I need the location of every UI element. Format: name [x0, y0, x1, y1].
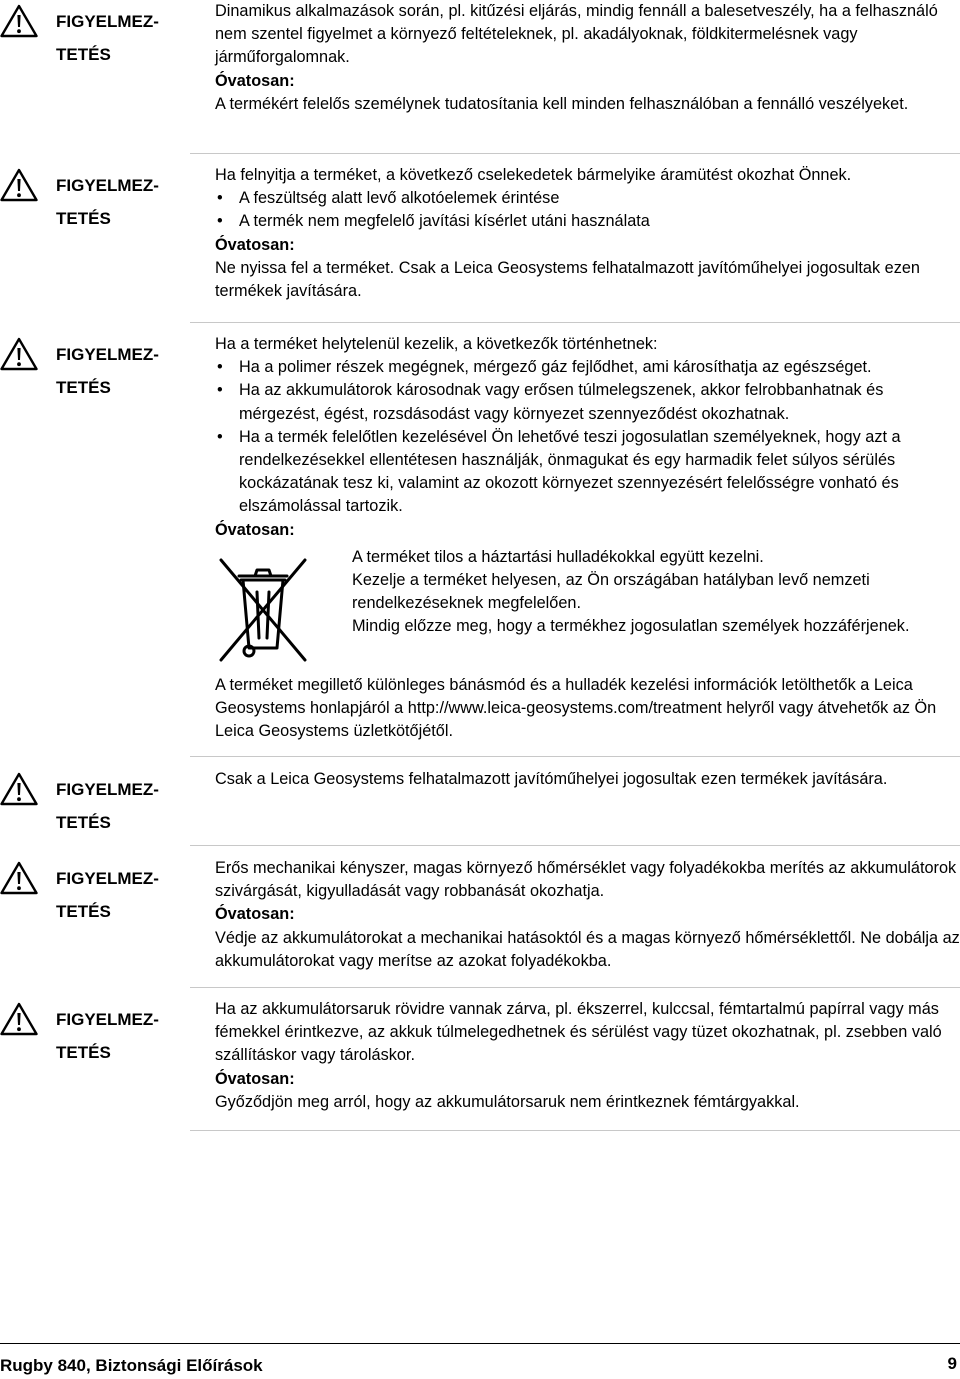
list-item: • A termék nem megfelelő javítási kísérlet utáni használata — [215, 210, 960, 233]
warning-triangle-icon — [0, 168, 38, 202]
warning-intro: Ha a terméket helytelenül kezelik, a következők történhetnek: — [215, 335, 658, 353]
caution-text: Ne nyissa fel a terméket. Csak a Leica Geosystems felhatalmazott javítóműhelyei jogosultak ezen termékek javítására. — [215, 258, 920, 301]
warning-triangle-icon — [0, 337, 38, 371]
bullet-list — [215, 187, 960, 233]
divider — [190, 987, 960, 988]
list-item: • Ha a polimer részek megégnek, mérgező gáz fejlődhet, ami károsíthatja az egészséget. — [215, 356, 960, 379]
warning-content — [215, 0, 960, 116]
divider — [190, 1130, 960, 1131]
footer-rule — [0, 1343, 960, 1344]
warning-triangle-icon — [0, 1002, 38, 1036]
caution-text: Győződjön meg arról, hogy az akkumulátorsaruk nem érintkeznek fémtárgyakkal. — [215, 1092, 800, 1111]
divider — [190, 756, 960, 757]
list-item: • Ha a termék felelőtlen kezelésével Ön lehetővé teszi jogosulatlan személyeknek, hogy azt a rendelkezésekkel ellentétesen használják, önmagukat és egy harmadik felet súlyos sérülés kockázatának tesz ki, valamint az okozott környezet szennyezésért felelősségre vonható és elszámolással tartozik. — [215, 426, 960, 519]
page-number: 9 — [947, 1354, 957, 1373]
caution-text: Védje az akkumulátorokat a mechanikai hatásoktól és a magas környező hőmérséklettől. Ne dobálja az akkumulátorokat vagy merítse az azokat folyadékokba. — [215, 928, 960, 970]
warning-content — [215, 164, 960, 303]
warning-triangle-icon — [0, 772, 38, 806]
caution-heading: Óvatosan: — [215, 520, 295, 539]
divider — [190, 153, 960, 154]
warning-text: Dinamikus alkalmazások során, pl. kitűzési eljárás, mindig fennáll a balesetveszély, ha a felhasználó nem szentel figyelmet a környező feltételeknek, pl. akadályoknak, földkitermelésnek vagy járműforgalomnak. — [215, 2, 938, 67]
caution-heading: Óvatosan: — [215, 235, 295, 254]
caution-heading: Óvatosan: — [215, 1069, 295, 1088]
disposal-text — [352, 546, 960, 639]
list-item: • Ha az akkumulátorok károsodnak vagy erősen túlmelegszenek, akkor felrobbanhatnak és mérgezést, égést, rozsdásodást vagy környezet szennyeződést okozhatnak. — [215, 379, 960, 425]
list-item: • A feszültség alatt levő alkotóelemek érintése — [215, 187, 960, 210]
warning-label: FIGYELMEZ- TETÉS — [56, 1010, 159, 1062]
divider — [190, 322, 960, 323]
disposal-line: Mindig előzze meg, hogy a termékhez jogosulatlan személyek hozzáférjenek. — [352, 617, 910, 636]
warning-text: Erős mechanikai kényszer, magas környező hőmérséklet vagy folyadékokba merítés az akkumulátorok szivárgását, kigyulladását vagy robbanását okozhatja. — [215, 859, 957, 901]
warning-text: Csak a Leica Geosystems felhatalmazott javítóműhelyei jogosultak ezen termékek javítására. — [215, 770, 888, 788]
disposal-line: Kezelje a terméket helyesen, az Ön országában hatályban levő nemzeti rendelkezéseknek megfelelően. — [352, 571, 870, 613]
warning-content — [215, 998, 960, 1114]
disposal-info: A terméket megillető különleges bánásmód és a hulladék kezelési információk letölthetők a Leica Geosystems honlapjáról a http://www.leica-geosystems.com/treatment helyről vagy átvehetők az Ön Leica Geosystems üzletkötőjétől. — [215, 675, 937, 741]
warning-content — [215, 857, 960, 973]
warning-label: FIGYELMEZ- TETÉS — [56, 869, 159, 921]
warning-label: FIGYELMEZ- TETÉS — [56, 176, 159, 228]
warning-content — [215, 333, 960, 743]
warning-intro: Ha felnyitja a terméket, a következő cselekedetek bármelyike áramütést okozhat Önnek. — [215, 166, 852, 184]
caution-heading: Óvatosan: — [215, 71, 295, 90]
warning-label: FIGYELMEZ- TETÉS — [56, 780, 159, 832]
bullet-list — [215, 356, 960, 518]
warning-label: FIGYELMEZ- TETÉS — [56, 12, 159, 64]
warning-label: FIGYELMEZ- TETÉS — [56, 345, 159, 397]
warning-content — [215, 768, 960, 791]
caution-text: A termékért felelős személynek tudatosítania kell minden felhasználóban a fennálló veszélyeket. — [215, 94, 909, 113]
footer-title: Rugby 840, Biztonsági Előírások — [0, 1356, 263, 1375]
disposal-row — [215, 546, 960, 674]
crossed-out-wheelie-bin-icon — [215, 554, 311, 666]
divider — [190, 845, 960, 846]
warning-triangle-icon — [0, 861, 38, 895]
warning-triangle-icon — [0, 4, 38, 38]
warning-text: Ha az akkumulátorsaruk rövidre vannak zárva, pl. ékszerrel, kulccsal, fémtartalmú papírral vagy más fémekkel érintkezve, az akkuk túlmelegedhetnek és sérülést vagy tüzet okozhatnak, pl. zsebben való szállításkor vagy tároláskor. — [215, 1000, 942, 1065]
caution-heading: Óvatosan: — [215, 905, 295, 924]
disposal-line: A terméket tilos a háztartási hulladékokkal együtt kezelni. — [352, 547, 764, 566]
